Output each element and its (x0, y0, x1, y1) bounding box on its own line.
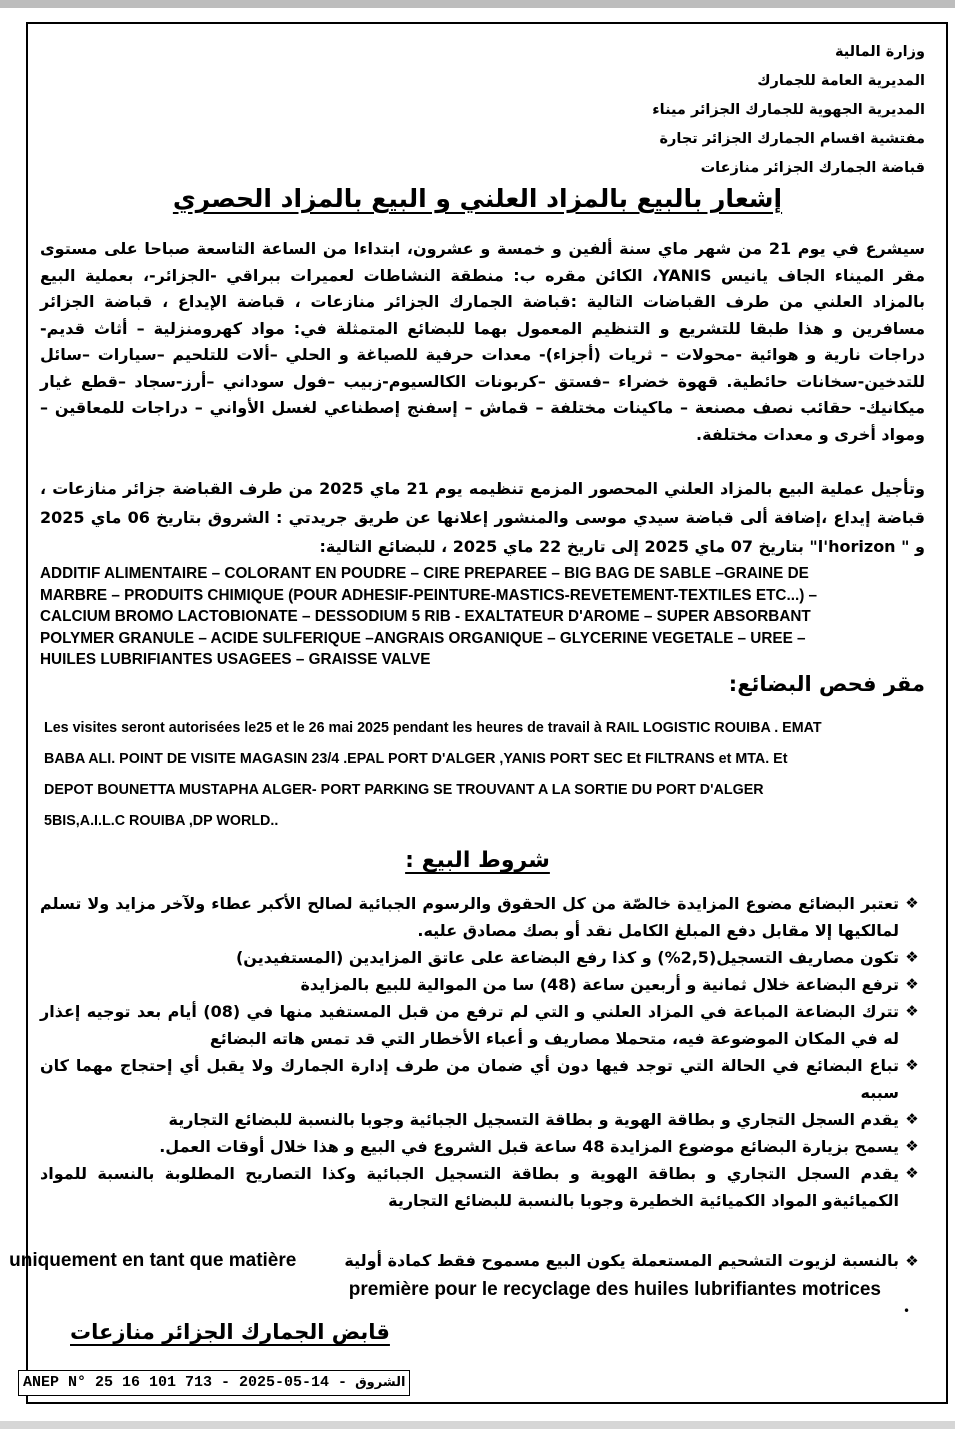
condition-item (40, 998, 925, 1052)
products-line: MARBRE – PRODUITS CHIMIQUE (POUR ADHESIF-PEINTURE-MASTICS-REVETEMENT-TEXTILES ETC...) – (40, 586, 818, 604)
condition-text: تباع البضائع في الحالة التي توجد فيها دون أي ضمان من طرف إدارة الجمارك ولا يقبل أي إحتجاج مهما كان سببه (40, 1056, 899, 1102)
visits-line: 5BIS,A.I.L.C ROUIBA ,DP WORLD.. (44, 813, 279, 829)
visits-line: Les visites seront autorisées le25 et le 26 mai 2025 pendant les heures de travail à RAIL LOGISTIC ROUIBA . EMAT (44, 720, 822, 736)
diamond-bullet-icon: ❖ (905, 894, 919, 912)
bottom-gray-bar (0, 1421, 955, 1429)
top-gray-bar (0, 0, 955, 8)
condition-text: يسمح بزيارة البضائع موضوع المزايدة 48 ساعة قبل الشروع في البيع و هذا خلال أوقات العمل. (159, 1137, 899, 1156)
products-list-fr (40, 563, 890, 671)
postponement-paragraph: وتأجيل عملية البيع بالمزاد العلني المحصور المزمع تنظيمه يوم 21 ماي 2025 من طرف القباضة جزائر منازعات ، قباضة إيداع ،إضافة ألى قباضة سيدي موسى والمنشور إعلانها عن طريق جريدتي : الشروق بتاريخ 06 ماي 2025 و " l'horizon" بتاريخ 07 ماي 2025 إلى تاريخ 22 ماي 2025 ، للبضائع التالية: (40, 479, 926, 556)
diamond-bullet-icon: ❖ (905, 1110, 919, 1128)
notice-title: إشعار بالبيع بالمزاد العلني و البيع بالمزاد الحصري (172, 184, 783, 213)
products-line: CALCIUM BROMO LACTOBIONATE – DESSODIUM 5 RIB - EXALTATEUR D'AROME – SUPER ABSORBANT (40, 608, 811, 625)
visits-line: BABA ALI. POINT DE VISITE MAGASIN 23/4 .EPAL PORT D'ALGER ,YANIS PORT SEC Et FILTRANS et MTA. Et (44, 751, 788, 767)
condition-text: تعتبر البضائع مضوع المزايدة خالصّة من كل الحقوق والرسوم الجبائية لصالح الأكبر عطاء ولآخر مزايد ولا تسلم لمالكيها إلا مقابل دفع المبلغ الكامل نقد أو بصك مصادق عليه. (40, 894, 899, 940)
condition-text: تكون مصاريف التسجيل(2,5%) و كذا رفع البضاعة على عاتق المزايدين (المستفيدين) (235, 948, 899, 967)
visits-paragraph-fr (44, 713, 924, 837)
inspection-heading: مقر فحص البضائع: (728, 672, 925, 696)
lubricant-condition (9, 1250, 925, 1301)
signature-line: قابض الجمارك الجزائر منازعات (70, 1320, 390, 1344)
visits-line: DEPOT BOUNETTA MUSTAPHA ALGER- PORT PARKING SE TROUVANT A LA SORTIE DU PORT D'ALGER (44, 782, 764, 798)
products-line: POLYMER GRANULE – ACIDE SULFERIQUE –ANGRAIS ORGANIQUE – GLYCERINE VEGETALE – UREE – (40, 629, 806, 647)
lubricant-condition-row (9, 1250, 925, 1272)
condition-text: يقدم السجل التجاري و بطاقة الهوية و بطاقة التسجيل الجبائية وكذا التصاريح المطلوبة بالنسبة للمواد الكميائيةو المواد الكميائية الخطيرة وجوبا بالنسبة للبضائع التجارية (40, 1164, 899, 1210)
condition-item (40, 1133, 925, 1160)
condition-item (40, 1052, 925, 1106)
diamond-bullet-icon: ❖ (905, 1252, 919, 1270)
diamond-bullet-icon: ❖ (905, 1002, 919, 1020)
header-line-ministry: وزارة المالية (834, 44, 925, 60)
conditions-heading: شروط البيع : (405, 848, 550, 873)
header-line-directorate: المديرية العامة للجمارك (757, 73, 925, 89)
conditions-list (40, 890, 925, 1214)
condition-item (40, 1106, 925, 1133)
diamond-bullet-icon: ❖ (905, 1137, 919, 1155)
newspaper-name: الشروق (355, 1375, 406, 1390)
condition-item (40, 1160, 925, 1214)
stray-bullet-dot: • (903, 1304, 911, 1318)
condition-text: ترفع البضاعة خلال ثمانية و أربعين ساعة (48) سا من الموالية للبيع بالمزايدة (300, 975, 899, 994)
header-line-office: قباضة الجمارك الجزائر منازعات (700, 160, 925, 176)
header-line-inspection: مفتشية اقسام الجمارك الجزائر تجارة (659, 131, 925, 147)
lubricant-condition-fr-end: première pour le recyclage des huiles lubrifiantes motrices (348, 1279, 881, 1300)
intro-paragraph: سيشرع في يوم 21 من شهر ماي سنة ألفين و خمسة و عشرون، ابتداءا من الساعة التاسعة صباحا على مستوى مقر الميناء الجاف يانيس YANIS، الكائن مقره ب: منطقة النشاطات لعميرات ببراقي -الجزائر-، بعملية البيع بالمزاد العلني من طرف القباضات التالية :قباضة الجمارك الجزائر منازعات ، قباضة الإيداع ، قباضة الجزائر مسافرين و هذا طبقا للتشريع و التنظيم المعمول بهما للبضائع المتمثلة في: مواد كهرومنزلية – أثاث قديم- دراجات نارية و هوائية -محولات – ثريات (أجزاء)- معدات حرفية للصياغة و الحلي –ألات للتلحيم –سيارات –سائل للتدخين-سخانات حائطية. قهوة خضراء –فستق –كربونات الكالسيوم-زبيب –فول سوداني –أرز-سجاد –قطع غيار ميكانيك- حقائب نصف مصنعة – ماكينات مختلفة – قماش – إسفنج إصطناعي لغسل الأواني – دراجات للمعاقين – ومواد أخرى و معدات مختلفة. (40, 239, 926, 444)
lubricant-condition-fr-start: uniquement en tant que matière (9, 1250, 297, 1271)
condition-text: تترك البضاعة المباعة في المزاد العلني و التي لم ترفع من قبل المستفيد منها في (08) أيام بعد توجيه إعذار له في المكان الموضوعة فيه، متحملا مصاريف و أعباء الأخطار التي قد تمس هاته البضائع (40, 1002, 900, 1048)
issuer-header (405, 38, 925, 183)
diamond-bullet-icon: ❖ (905, 948, 919, 966)
products-line: HUILES LUBRIFIANTES USAGEES – GRAISSE VALVE (40, 651, 431, 668)
header-line-regional: المديرية الجهوية للجمارك الجزائر ميناء (652, 102, 925, 118)
lubricant-condition-ar: بالنسبة لزيوت التشحيم المستعملة يكون البيع مسموح فقط كمادة أولية (344, 1251, 899, 1270)
products-line: ADDITIF ALIMENTAIRE – COLORANT EN POUDRE – CIRE PREPAREE – BIG BAG DE SABLE –GRAINE DE (40, 565, 809, 582)
diamond-bullet-icon: ❖ (905, 1056, 919, 1074)
condition-item (40, 971, 925, 998)
condition-item (40, 890, 925, 944)
diamond-bullet-icon: ❖ (905, 1164, 919, 1182)
diamond-bullet-icon: ❖ (905, 975, 919, 993)
anep-number: ANEP N° 25 16 101 713 - 2025-05-14 - (23, 1374, 348, 1391)
condition-text: يقدم السجل التجاري و بطاقة الهوية و بطاقة التسجيل الجبائية وجوبا بالنسبة للبضائع التجارية (168, 1110, 899, 1129)
condition-item (40, 944, 925, 971)
anep-reference-box (18, 1370, 410, 1396)
